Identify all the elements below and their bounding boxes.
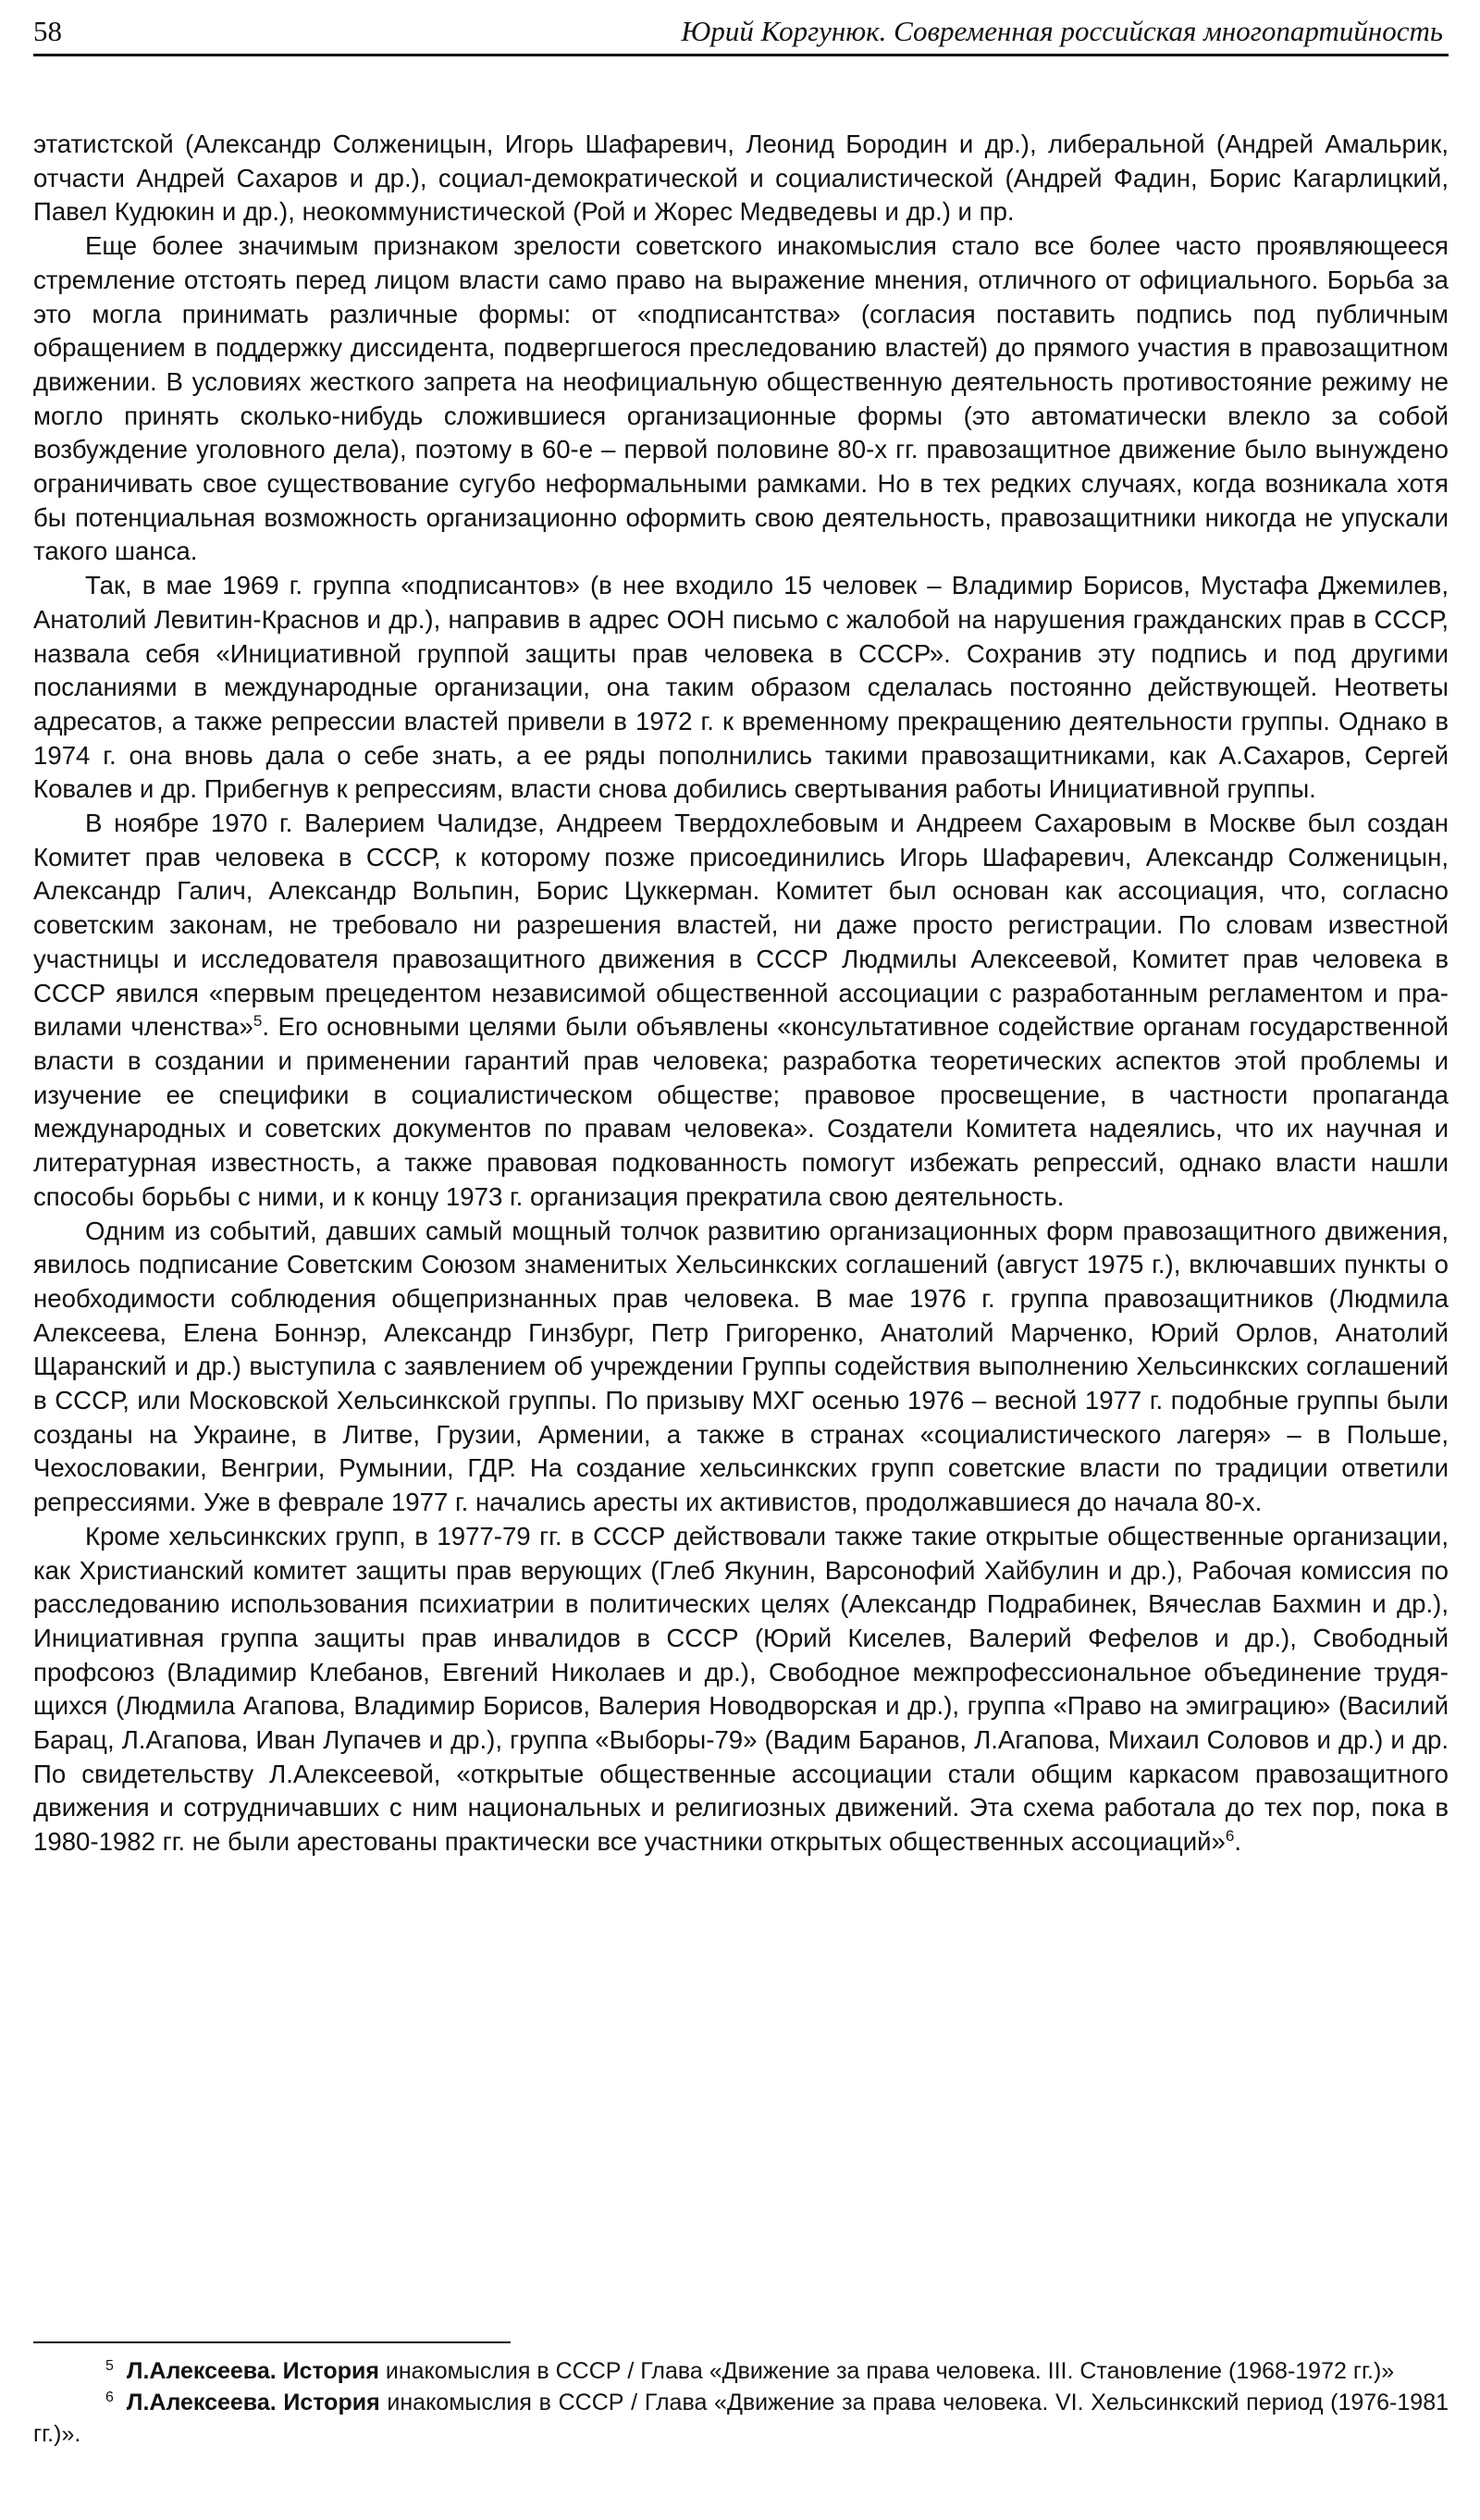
- document-page: [33, 0, 1449, 2520]
- paragraph-text-continued: . Его основными целями были объявлены «консультативное содействие органам государственной власти в создании и применении гарантий прав человека; разработка теоретических аспектов этой проблемы и изучение ее специфики в социалистическом обществе; правовое просвещение, в частности пропаганда международных и советских документов по правам человека». Создатели Комитета надеялись, что их научная и литературная известность, а также правовая подкованность помогут избежать репрессий, однако власти нашли способы борьбы с ними, и к концу 1973 г. организация прекратила свою деятельность.: [33, 1012, 1449, 1211]
- footnote-divider: [33, 2341, 511, 2343]
- paragraph-text: Кроме хельсинкских групп, в 1977-79 гг. в СССР действовали также такие открытые общественные организации, как Христианский комитет защиты прав верующих (Глеб Якунин, Варсонофий Хайбулин и др.), Рабочая комиссия по расследованию использования психиатрии в политических целях (Александр Подрабинек, Вячеслав Бахмин и др.), Инициативная группа защиты прав инвалидов в СССР (Юрий Киселев, Валерий Фефелов и др.), Свободный профсоюз (Владимир Клебанов, Евгений Николаев и др.), Свободное межпрофессиональное объединение трудящихся (Людмила Агапова, Владимир Борисов, Валерия Новодворская и др.), группа «Право на эмиграцию» (Василий Барац, Л.Агапова, Иван Лупачев и др.), группа «Выборы-79» (Вадим Баранов, Л.Агапова, Михаил Соловов и др.) и др. По свидетельству Л.Алексеевой, «открытые общественные ассоциации стали общим каркасом правозащитного движения и сотрудничавших с ним национальных и религиозных движений. Эта схема работала до тех пор, пока в 1980-1982 гг. не были арестованы практически все участники открытых общественных ассоциаций»: [33, 1521, 1449, 1857]
- paragraph-text-continued: .: [1234, 1827, 1242, 1857]
- footnote-ref-5[interactable]: 5: [253, 1012, 263, 1031]
- paragraph-5: [33, 1215, 1449, 1520]
- paragraph-1: [33, 128, 1449, 229]
- footnotes: [33, 2355, 1449, 2450]
- running-head: [33, 13, 1449, 56]
- footnote-text: инакомыслия в СССР / Глава «Движение за права человека. III. Становление (1968-1972 гг.)»: [378, 2358, 1395, 2384]
- page-number: 58: [33, 15, 62, 47]
- body-text: [33, 128, 1449, 1859]
- footnote-number: 6: [105, 2389, 114, 2405]
- book-title: Юрий Коргунюк. Современная российская многопартийность: [681, 15, 1443, 47]
- paragraph-6: [33, 1520, 1449, 1859]
- footnote-5: [33, 2355, 1449, 2387]
- footnote-author-title: Л.Алексеева. История: [126, 2390, 380, 2415]
- footnote-number: 5: [105, 2357, 114, 2374]
- paragraph-3: [33, 569, 1449, 807]
- footnote-author-title: Л.Алексеева. История: [126, 2358, 379, 2384]
- paragraph-text: Еще более значимым признаком зрелости советского инакомыслия стало все более часто проявляющееся стремление отстоять перед лицом власти само право на выражение мнения, отличного от официального. Борьба за это могла принимать различные формы: от «подписантства» (согласия поставить подпись под публичным обращением в поддержку диссидента, подвергшегося преследованию властей) до прямого участия в правозащитном движении. В условиях жесткого запрета на неофициальную общественную деятельность противостояние режиму не могло принять сколько-нибудь сложившиеся организационные формы (это автоматически влекло за собой возбуждение уголовного дела), поэтому в 60-е – первой половине 80-х гг. правозащитное движение было вынуждено ограничивать свое существование сугубо неформальными рамками. Но в тех редких случаях, когда возникала хотя бы потенциальная возможность организационно оформить свою деятельность, правозащитники никогда не упускали такого шанса.: [33, 231, 1449, 566]
- paragraph-text: В ноябре 1970 г. Валерием Чалидзе, Андреем Твердохлебовым и Андреем Сахаровым в Москве был создан Комитет прав человека в СССР, к которому позже присоединились Игорь Шафаревич, Александр Солженицын, Александр Галич, Александр Вольпин, Борис Цуккерман. Комитет был основан как ассоциация, что, согласно советским законам, не требовало ни разрешения властей, ни даже просто регистрации. По словам известной участницы и исследователя правозащитного движения в СССР Людмилы Алексеевой, Комитет прав человека в СССР явился «первым прецедентом независимой общественной ассоциации с разработанным регламентом и правилами членства»: [33, 809, 1449, 1042]
- paragraph-2: [33, 229, 1449, 569]
- paragraph-text: этатистской (Александр Солженицын, Игорь Шафаревич, Леонид Бородин и др.), либеральной (Андрей Амальрик, отчасти Андрей Сахаров и др.), социал-демократической и социалистической (Андрей Фадин, Борис Кагарлицкий, Павел Кудюкин и др.), неокоммунистической (Рой и Жорес Медведевы и др.) и пр.: [33, 130, 1449, 227]
- footnote-6: [33, 2387, 1449, 2450]
- paragraph-4: [33, 807, 1449, 1214]
- footnote-text: инакомыслия в СССР / Глава «Движение за права человека. VI. Хельсинкский период (1976-1981 гг.)».: [33, 2390, 1449, 2447]
- paragraph-text: Так, в мае 1969 г. группа «подписантов» (в нее входило 15 человек – Владимир Борисов, Мустафа Джемилев, Анатолий Левитин-Краснов и др.), направив в адрес ООН письмо с жалобой на нарушения гражданских прав в СССР, назвала себя «Инициативной группой защиты прав человека в СССР». Сохранив эту подпись и под другими посланиями в международные организации, она таким образом сделалась постоянно действующей. Неответы адресатов, а также репрессии властей привели в 1972 г. к временному прекращению деятельности группы. Однако в 1974 г. она вновь дала о себе знать, а ее ряды пополнились такими правозащитниками, как А.Сахаров, Сергей Ковалев и др. Прибегнув к репрессиям, власти снова добились свертывания работы Инициативной группы.: [33, 571, 1449, 804]
- footnote-ref-6[interactable]: 6: [1225, 1826, 1235, 1845]
- paragraph-text: Одним из событий, давших самый мощный толчок развитию организационных форм правозащитного движения, явилось подписание Советским Союзом знаменитых Хельсинкских соглашений (август 1975 г.), включавших пункты о необходимости соблюдения общепризнанных прав человека. В мае 1976 г. группа правозащитников (Людмила Алексеева, Елена Боннэр, Александр Гинзбург, Петр Григоренко, Анатолий Марченко, Юрий Орлов, Анатолий Щаранский и др.) выступила с заявлением об учреждении Группы содействия выполнению Хельсинкских соглашений в СССР, или Московской Хельсинкской группы. По призыву МХГ осенью 1976 – весной 1977 г. подобные группы были созданы на Украине, в Литве, Грузии, Армении, а также в странах «социалистического лагеря» – в Польше, Чехословакии, Венгрии, Румынии, ГДР. На создание хельсинкских групп советские власти по традиции ответили репрессиями. Уже в феврале 1977 г. начались аресты их активистов, продолжавшиеся до начала 80-х.: [33, 1216, 1449, 1517]
